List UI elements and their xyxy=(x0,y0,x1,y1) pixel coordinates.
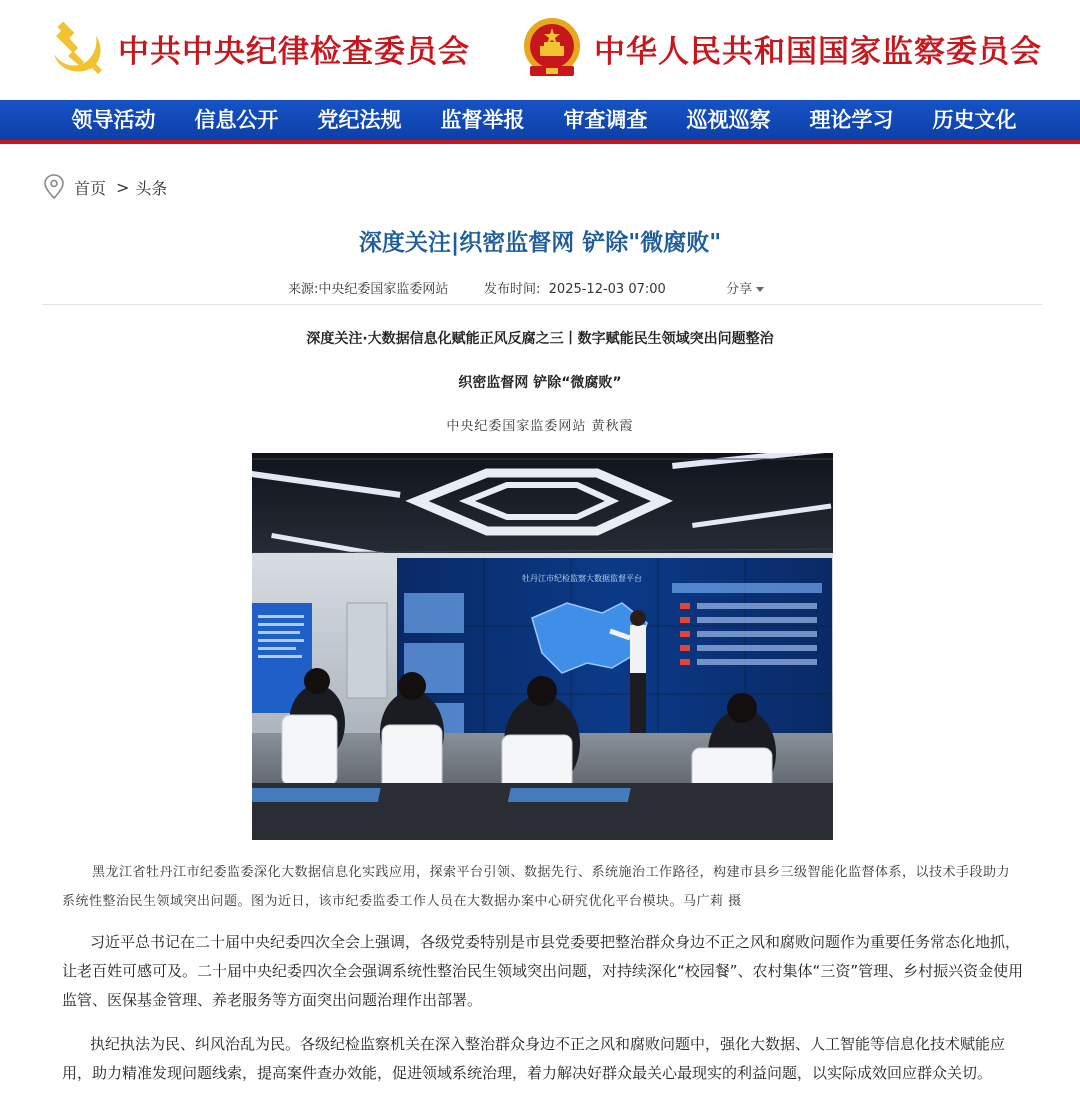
time-label: 发布时间: xyxy=(484,282,541,297)
article-subtitle-series: 深度关注·大数据信息化赋能正风反腐之三丨数字赋能民生领域突出问题整治 xyxy=(306,331,774,347)
national-emblem-icon xyxy=(520,16,584,80)
article-meta xyxy=(0,278,1080,298)
ccdi-logo[interactable] xyxy=(44,10,470,86)
meta-divider xyxy=(42,304,1042,305)
article-source xyxy=(288,278,448,297)
article-time xyxy=(484,278,666,297)
nav-item-investigation[interactable]: 审查调查 xyxy=(563,107,648,132)
share-button[interactable] xyxy=(726,278,764,297)
time-value: 2025-12-03 07:00 xyxy=(548,282,666,297)
main-nav xyxy=(52,100,1036,140)
photo-caption: 黑龙江省牡丹江市纪委监委深化大数据信息化实践应用，探索平台引领、数据先行、系统施治工作路径，构建市县乡三级智能化监督体系，以技术手段助力系统性整治民生领域突出问题。图为近日，该市纪委监委工作人员在大数据办案中心研究优化平台模块。马广莉 摄 xyxy=(62,865,1011,909)
main-nav-bar xyxy=(0,100,1080,144)
nav-item-history[interactable]: 历史文化 xyxy=(932,107,1017,132)
share-label: 分享 xyxy=(726,282,753,297)
source-value: 中央纪委国家监委网站 xyxy=(318,282,449,297)
nav-item-theory[interactable]: 理论学习 xyxy=(809,107,894,132)
article-photo xyxy=(252,453,833,840)
nav-item-report[interactable]: 监督举报 xyxy=(440,107,525,132)
nsc-logo[interactable] xyxy=(520,10,1042,86)
site-header xyxy=(0,0,1080,100)
article-author: 中央纪委国家监委网站 黄秋霞 xyxy=(446,419,634,434)
party-emblem-icon xyxy=(44,16,108,80)
nav-item-info-disclosure[interactable]: 信息公开 xyxy=(194,107,279,132)
breadcrumb-current[interactable]: 头条 xyxy=(135,178,168,198)
breadcrumb-home[interactable]: 首页 xyxy=(74,178,107,198)
source-label: 来源: xyxy=(288,282,319,297)
location-pin-icon xyxy=(42,173,66,201)
breadcrumb xyxy=(42,172,167,202)
nsc-name: 中华人民共和国国家监察委员会 xyxy=(594,33,1042,70)
nav-item-regulations[interactable]: 党纪法规 xyxy=(317,107,402,132)
photo-screen-title: 牡丹江市纪检监察大数据监督平台 xyxy=(522,574,642,583)
monitoring-center-photo xyxy=(252,453,833,840)
chevron-down-icon xyxy=(756,287,764,292)
article-subtitle-main: 织密监督网 铲除“微腐败” xyxy=(458,375,622,391)
article-paragraph-1: 习近平总书记在二十届中央纪委四次全会上强调，各级党委特别是市县党委要把整治群众身边不正之风和腐败问题作为重要任务常态化地抓，让老百姓可感可及。二十届中央纪委四次全会强调系统性整治民生领域突出问题，对持续深化“校园餐”、农村集体“三资”管理、乡村振兴资金使用监管、医保基金管理、养老服务等方面突出问题治理作出部署。 xyxy=(62,933,1024,1009)
nav-item-inspection[interactable]: 巡视巡察 xyxy=(686,107,771,132)
nav-item-leadership[interactable]: 领导活动 xyxy=(71,107,156,132)
ccdi-name: 中共中央纪律检查委员会 xyxy=(118,33,470,70)
article-title: 深度关注|织密监督网 铲除"微腐败" xyxy=(358,230,722,256)
breadcrumb-separator: > xyxy=(116,177,130,197)
article-paragraph-2: 执纪执法为民、纠风治乱为民。各级纪检监察机关在深入整治群众身边不正之风和腐败问题中，强化大数据、人工智能等信息化技术赋能应用，助力精准发现问题线索，提高案件查办效能，促进领域系统治理，着力解决好群众最关心最现实的利益问题，以实际成效回应群众关切。 xyxy=(62,1035,1006,1082)
